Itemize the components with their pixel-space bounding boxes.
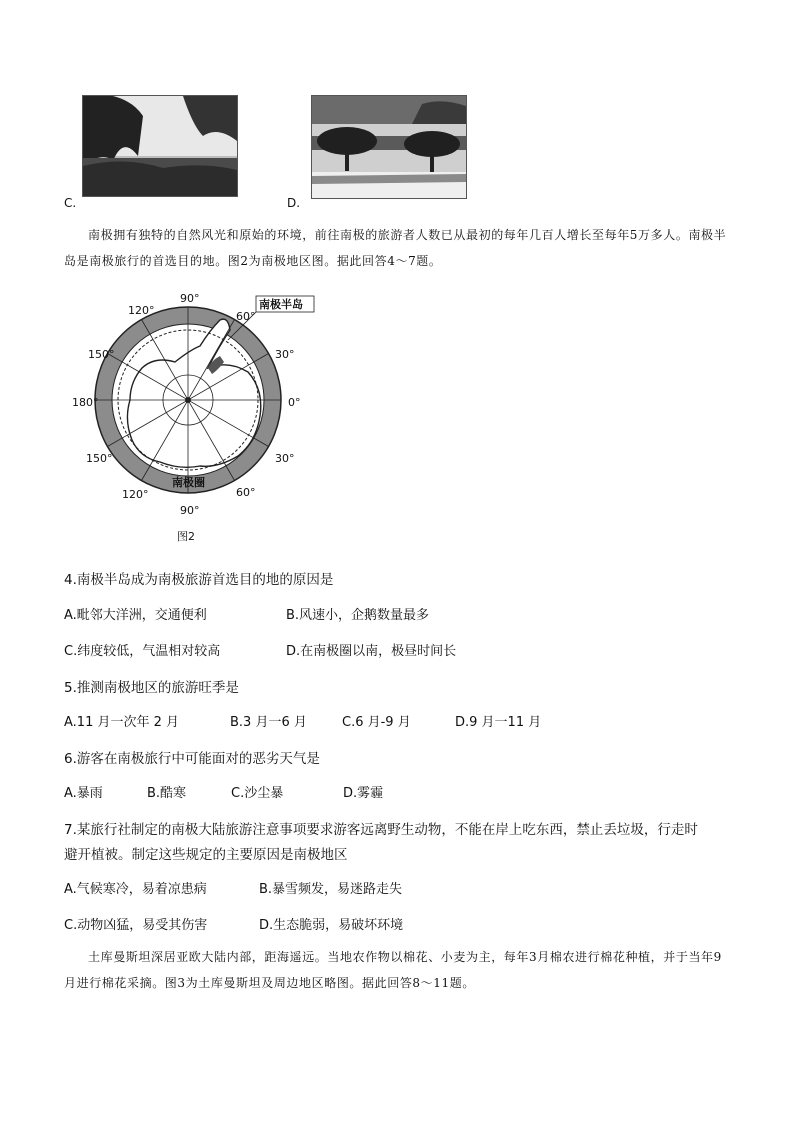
photo-c — [82, 95, 238, 197]
q5-option-a[interactable]: A.11 月一次年 2 月 — [64, 715, 180, 730]
q7-option-b[interactable]: B.暴雪频发，易迷路走失 — [259, 882, 403, 897]
question-4-stem: 4.南极半岛成为南极旅游首选目的地的原因是 — [64, 572, 334, 588]
q5-option-c[interactable]: C.6 月-9 月 — [342, 715, 411, 730]
antarctic-circle-label: 南极圈 — [172, 476, 205, 489]
passage-turkmenistan: 土库曼斯坦深居亚欧大陆内部，距海遥远。当地农作物以棉花、小麦为主，每年3月棉农进行棉花种植，并于当年9月进行棉花采摘。图3为土库曼斯坦及周边地区略图。据此回答8～11题。 — [64, 950, 722, 990]
q6-option-c[interactable]: C.沙尘暴 — [231, 786, 284, 801]
lon-label-left150: 150° — [88, 348, 115, 361]
question-7-stem-line2: 避开植被。制定这些规定的主要原因是南极地区 — [64, 847, 348, 863]
q4-option-c[interactable]: C.纬度较低，气温相对较高 — [64, 644, 221, 659]
question-5-stem: 5.推测南极地区的旅游旺季是 — [64, 680, 239, 696]
q7-option-c[interactable]: C.动物凶猛，易受其伤害 — [64, 918, 208, 933]
q4-option-b[interactable]: B.风速小，企鹅数量最多 — [286, 608, 430, 623]
lon-label-bottom30: 30° — [275, 452, 295, 465]
lon-label-bottom150: 150° — [86, 452, 113, 465]
lon-label-bottom120: 120° — [122, 488, 149, 501]
photo-d-label: D. — [287, 196, 301, 210]
lon-label-top90: 90° — [180, 292, 200, 305]
q5-option-b[interactable]: B.3 月一6 月 — [230, 715, 307, 730]
antarctica-map — [60, 290, 320, 550]
q6-option-d[interactable]: D.雾霾 — [343, 786, 384, 801]
q5-option-d[interactable]: D.9 月一11 月 — [455, 715, 542, 730]
lon-label-bottom60: 60° — [236, 486, 256, 499]
lon-label-right30: 30° — [275, 348, 295, 361]
q6-option-a[interactable]: A.暴雨 — [64, 786, 103, 801]
figure2-caption: 图2 — [177, 530, 195, 543]
lon-label-right0: 0° — [288, 396, 301, 409]
q4-option-d[interactable]: D.在南极圈以南，极昼时间长 — [286, 644, 457, 659]
q7-option-a[interactable]: A.气候寒冷，易着凉患病 — [64, 882, 207, 897]
question-7-stem-line1: 7.某旅行社制定的南极大陆旅游注意事项要求游客远离野生动物，不能在岸上吃东西，禁止丢垃圾，行走时 — [64, 822, 698, 838]
photo-d — [311, 95, 467, 199]
q7-option-d[interactable]: D.生态脆弱，易破坏环境 — [259, 918, 404, 933]
lon-label-bottom90: 90° — [180, 504, 200, 517]
photo-c-label: C. — [64, 196, 77, 210]
q6-option-b[interactable]: B.酷寒 — [147, 786, 187, 801]
question-6-stem: 6.游客在南极旅行中可能面对的恶劣天气是 — [64, 751, 320, 767]
photo-d-image — [312, 96, 466, 198]
lon-label-top60: 60° — [236, 310, 256, 323]
photo-c-image — [83, 96, 237, 196]
q4-option-a[interactable]: A.毗邻大洋洲，交通便利 — [64, 608, 207, 623]
lon-label-top120: 120° — [128, 304, 155, 317]
passage-antarctica: 南极拥有独特的自然风光和原始的环境，前往南极的旅游者人数已从最初的每年几百人增长至每年5万多人。南极半岛是南极旅行的首选目的地。图2为南极地区图。据此回答4～7题。 — [64, 228, 727, 268]
lon-label-left180: 180° — [72, 396, 99, 409]
peninsula-label: 南极半岛 — [259, 298, 303, 311]
